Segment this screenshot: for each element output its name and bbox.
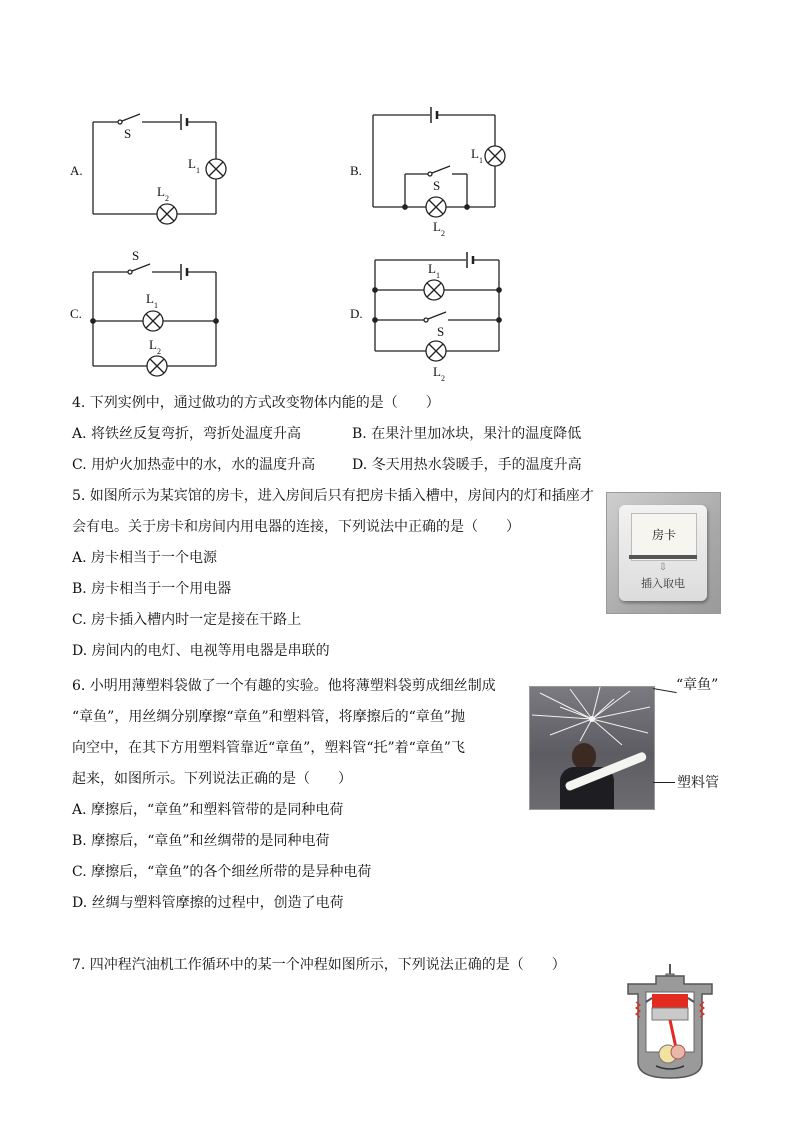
lamp1-sub: 1 — [154, 301, 158, 310]
slot-label: 插入取电 — [641, 577, 685, 590]
lamp2-label: L — [433, 219, 441, 234]
room-card-photo — [606, 492, 721, 614]
tube-leader-line — [653, 782, 675, 783]
q5-option-d[interactable]: D. 房间内的电灯、电视等用电器是串联的 — [72, 643, 330, 659]
q4-option-d[interactable]: D. 冬天用热水袋暖手，手的温度升高 — [352, 457, 582, 473]
switch-label: S — [132, 248, 140, 263]
circuit-b — [350, 107, 505, 238]
option-a-label: A. — [70, 163, 83, 178]
piston — [652, 1008, 688, 1020]
circuit-d — [350, 252, 501, 383]
label-tube: 塑料管 — [677, 775, 719, 791]
circuit-a — [70, 114, 226, 224]
q4-option-c[interactable]: C. 用炉火加热壶中的水，水的温度升高 — [72, 457, 316, 473]
lamp2-sub: 2 — [157, 347, 161, 356]
circuit-diagrams — [0, 0, 794, 400]
lamp2-sub: 2 — [165, 194, 169, 203]
card-label: 房卡 — [651, 528, 676, 542]
q5-option-b[interactable]: B. 房卡相当于一个用电器 — [72, 581, 232, 597]
octopus-experiment-photo — [529, 686, 655, 810]
person-head — [572, 743, 596, 769]
q6-option-d[interactable]: D. 丝绸与塑料管摩擦的过程中，创造了电荷 — [72, 895, 344, 911]
q6-option-c[interactable]: C. 摩擦后，“章鱼”的各个细丝所带的是异种电荷 — [72, 864, 372, 880]
combustion-chamber — [652, 994, 688, 1008]
q6-stem-line1: 6. 小明用薄塑料袋做了一个有趣的实验。他将薄塑料袋剪成细丝制成 — [72, 678, 496, 694]
lamp1-label: L — [471, 146, 479, 161]
option-c-label: C. — [70, 306, 82, 321]
lamp2-label: L — [157, 184, 165, 199]
q6-option-a[interactable]: A. 摩擦后，“章鱼”和塑料管带的是同种电荷 — [72, 802, 344, 818]
label-octopus: “章鱼” — [676, 677, 719, 693]
lamp2-label: L — [433, 364, 441, 379]
lamp1-label: L — [146, 291, 154, 306]
lamp1-sub: 1 — [196, 166, 200, 175]
room-card — [631, 513, 697, 561]
q6-stem-line4: 起来，如图所示。下列说法正确的是（ ） — [72, 771, 352, 787]
switch-label: S — [433, 178, 441, 193]
q5-stem-line2: 会有电。关于房卡和房间内用电器的连接，下列说法中正确的是（ ） — [72, 519, 520, 535]
lamp2-sub: 2 — [441, 229, 445, 238]
arrow-down-icon: ⇩ — [658, 562, 668, 573]
switch-label: S — [124, 126, 132, 141]
octopus-leader-line — [653, 688, 677, 693]
lamp1-label: L — [188, 156, 196, 171]
q4-option-b[interactable]: B. 在果汁里加冰块，果汁的温度降低 — [352, 426, 582, 442]
q5-option-c[interactable]: C. 房卡插入槽内时一定是接在干路上 — [72, 612, 302, 628]
q5-stem-line1: 5. 如图所示为某宾馆的房卡，进入房间后只有把房卡插入槽中，房间内的灯和插座才 — [72, 488, 594, 504]
lamp2-label: L — [149, 337, 157, 352]
option-d-label: D. — [350, 306, 363, 321]
q4-option-a[interactable]: A. 将铁丝反复弯折，弯折处温度升高 — [72, 426, 302, 442]
q4-stem: 4. 下列实例中，通过做功的方式改变物体内能的是（ ） — [72, 395, 440, 411]
lamp1-sub: 1 — [479, 156, 483, 165]
q6-option-b[interactable]: B. 摩擦后，“章鱼”和丝绸带的是同种电荷 — [72, 833, 330, 849]
option-b-label: B. — [350, 163, 362, 178]
engine-stroke-diagram — [622, 962, 718, 1082]
circuit-c — [70, 248, 218, 376]
lamp2-sub: 2 — [441, 374, 445, 383]
lamp1-label: L — [428, 261, 436, 276]
q6-stem-line3: 向空中，在其下方用塑料管靠近“章鱼”，塑料管“托”着“章鱼”飞 — [72, 740, 465, 756]
q7-stem: 7. 四冲程汽油机工作循环中的某一个冲程如图所示，下列说法正确的是（ ） — [72, 957, 566, 973]
lamp1-sub: 1 — [436, 271, 440, 280]
switch-label: S — [437, 324, 445, 339]
q6-stem-line2: “章鱼”，用丝绸分别摩擦“章鱼”和塑料管，将摩擦后的“章鱼”抛 — [72, 709, 465, 725]
card-slot — [629, 555, 697, 559]
q5-option-a[interactable]: A. 房卡相当于一个电源 — [72, 550, 218, 566]
